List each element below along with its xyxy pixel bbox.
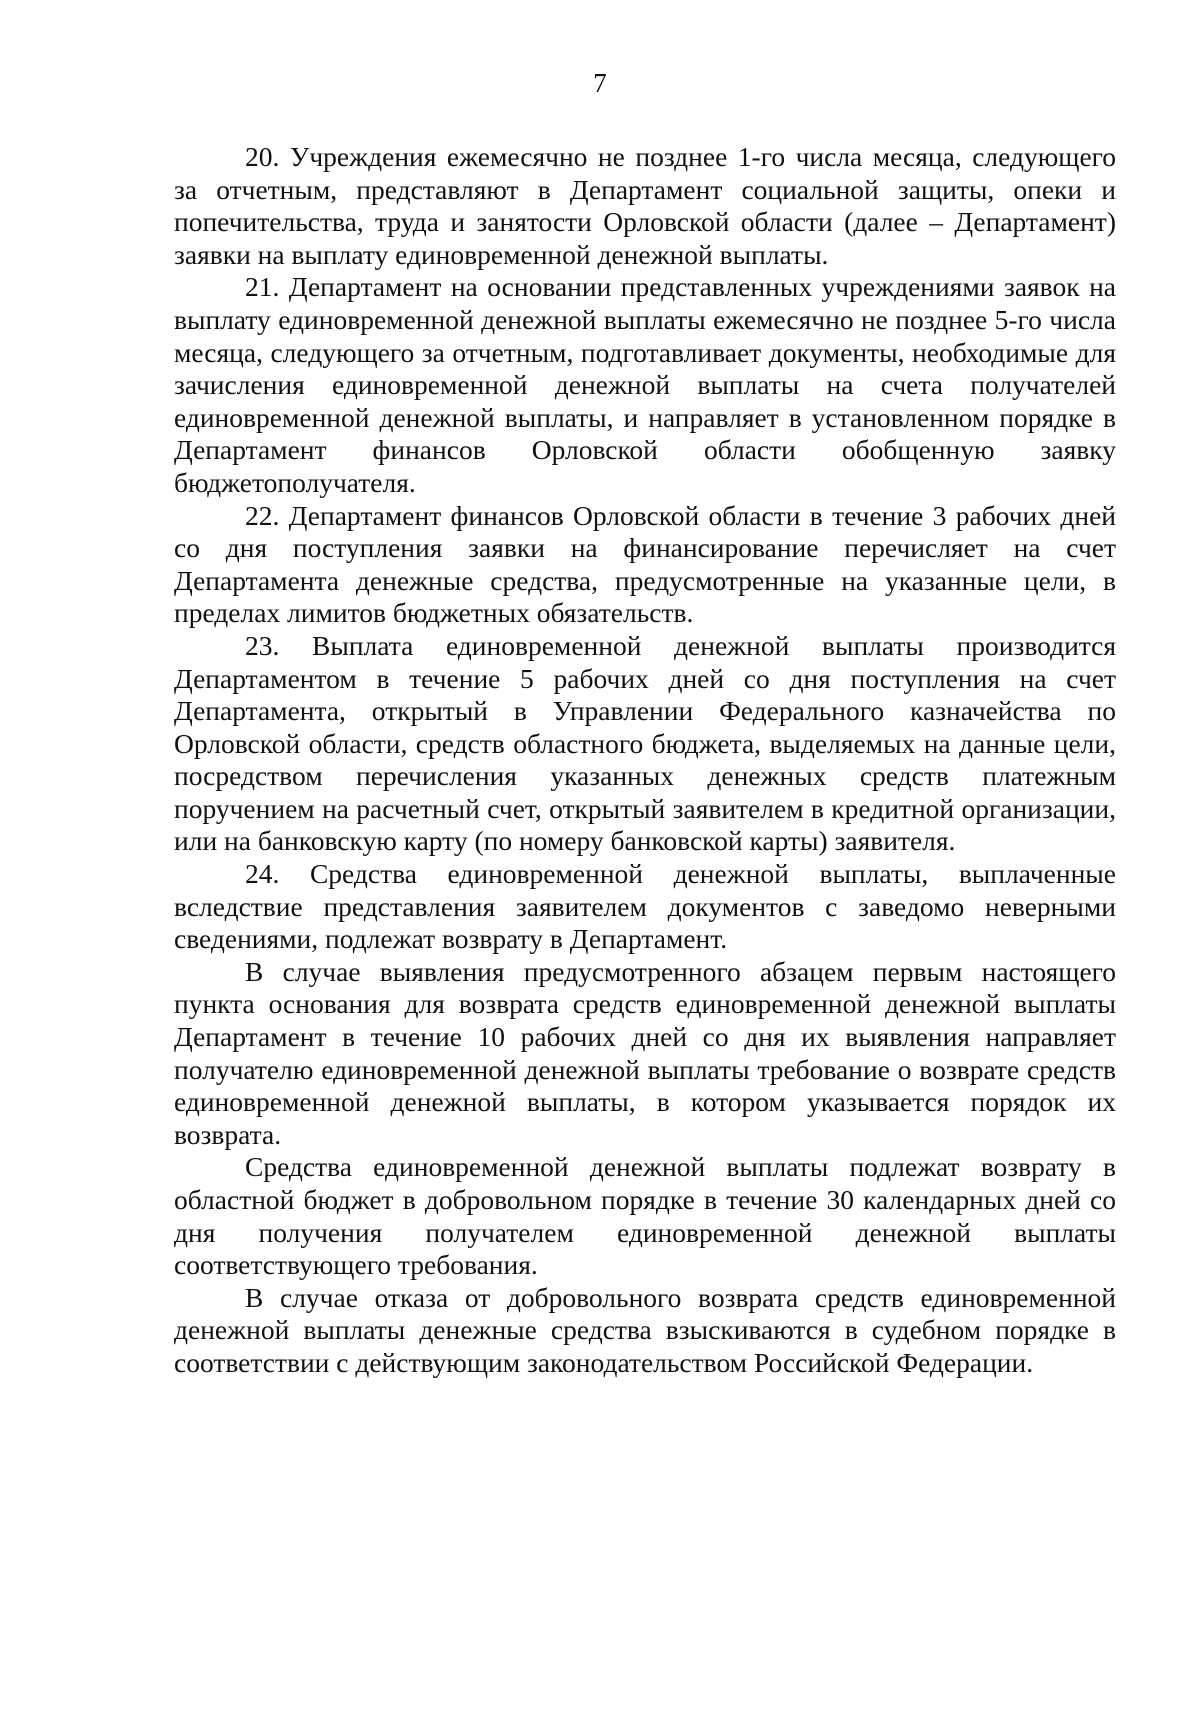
paragraph-24-court-recovery: В случае отказа от добровольного возврата средств единовременной денежной выплаты денежные средства взыскиваются в судебном порядке в соответствии с действующим законодательством Российской Федерации. (174, 1281, 1116, 1378)
paragraph-24-voluntary-return: Средства единовременной денежной выплаты подлежат возврату в областной бюджет в добровольном порядке в течение 30 календарных дней со дня получения получателем единовременной денежной выплаты соответствующего требования. (174, 1151, 1116, 1281)
paragraph-20: 20. Учреждения ежемесячно не позднее 1-го числа месяца, следующего за отчетным, представляют в Департамент социальной защиты, опеки и попечительства, труда и занятости Орловской области (далее – Департамент) заявки на выплату единовременной денежной выплаты. (174, 141, 1116, 270)
paragraph-23: 23. Выплата единовременной денежной выплаты производится Департаментом в течение 5 рабочих дней со дня поступления на счет Департамента, открытый в Управлении Федерального казначейства по Орловской области, средств областного бюджета, выделяемых на данные цели, посредством перечисления указанных денежных средств платежным поручением на расчетный счет, открытый заявителем в кредитной организации, или на банковскую карту (по номеру банковской карты) заявителя. (174, 629, 1116, 857)
paragraph-22: 22. Департамент финансов Орловской области в течение 3 рабочих дней со дня поступления заявки на финансирование перечисляет на счет Департамента денежные средства, предусмотренные на указанные цели, в пределах лимитов бюджетных обязательств. (174, 499, 1116, 629)
paragraph-24-return-notice: В случае выявления предусмотренного абзацем первым настоящего пункта основания для возврата средств единовременной денежной выплаты Департамент в течение 10 рабочих дней со дня их выявления направляет получателю единовременной денежной выплаты требование о возврате средств единовременной денежной выплаты, в котором указывается порядок их возврата. (174, 955, 1116, 1150)
page-number: 7 (593, 68, 607, 98)
paragraph-24: 24. Средства единовременной денежной выплаты, выплаченные вследствие представления заявителем документов с заведомо неверными сведениями, подлежат возврату в Департамент. (174, 858, 1116, 955)
document-body (174, 141, 1116, 1380)
paragraph-21: 21. Департамент на основании представленных учреждениями заявок на выплату единовременной денежной выплаты ежемесячно не позднее 5-го числа месяца, следующего за отчетным, подготавливает документы, необходимые для зачисления единовременной денежной выплаты на счета получателей единовременной денежной выплаты, и направляет в установленном порядке в Департамент финансов Орловской области обобщенную заявку бюджетополучателя. (174, 271, 1116, 498)
